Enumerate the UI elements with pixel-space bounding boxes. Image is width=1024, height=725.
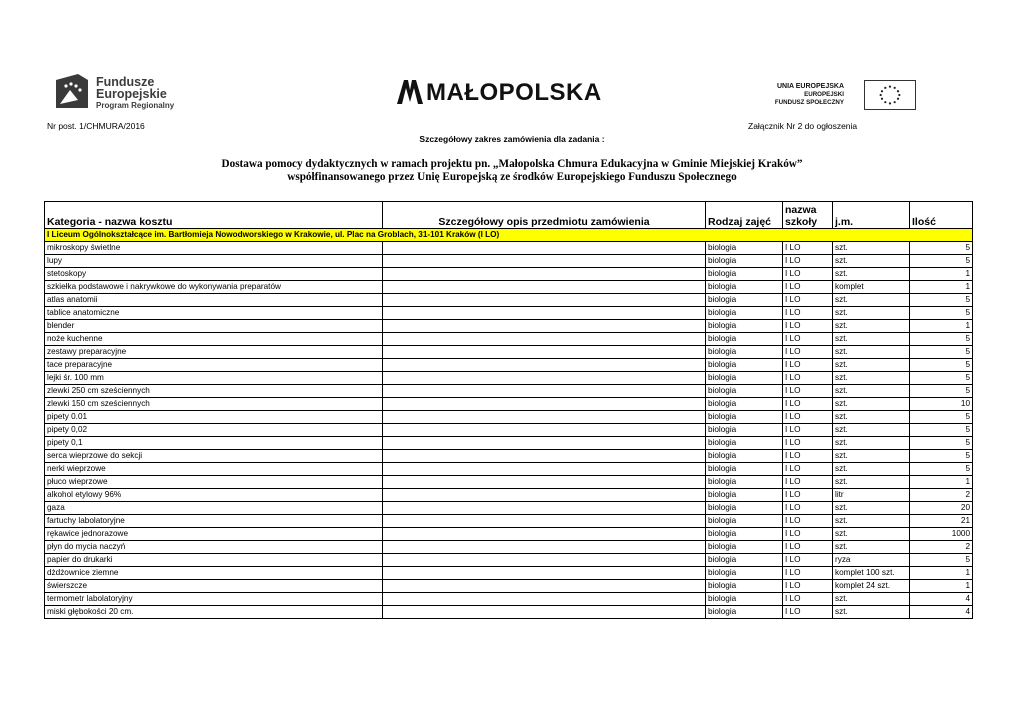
cell-unit: szt. <box>833 450 910 463</box>
cell-description <box>383 255 706 268</box>
cell-school: I LO <box>783 476 833 489</box>
table-row <box>45 359 973 372</box>
cell-school: I LO <box>783 541 833 554</box>
cell-unit: ryza <box>833 554 910 567</box>
eu-flag-icon <box>864 80 916 110</box>
zalacznik: Załącznik Nr 2 do ogłoszenia <box>748 121 858 131</box>
cell-name: atlas anatomii <box>45 294 383 307</box>
cell-unit: komplet 100 szt. <box>833 567 910 580</box>
cell-school: I LO <box>783 463 833 476</box>
table-row <box>45 463 973 476</box>
cell-description <box>383 580 706 593</box>
cell-quantity: 4 <box>910 593 973 606</box>
cell-unit: szt. <box>833 476 910 489</box>
cell-name: płyn do mycia naczyń <box>45 541 383 554</box>
cell-description <box>383 541 706 554</box>
cell-type: biologia <box>706 450 783 463</box>
table-row <box>45 242 973 255</box>
cell-quantity: 1 <box>910 580 973 593</box>
cell-school: I LO <box>783 268 833 281</box>
table-row <box>45 424 973 437</box>
col-header-unit: j.m. <box>833 202 910 229</box>
cell-name: tace preparacyjne <box>45 359 383 372</box>
cell-type: biologia <box>706 489 783 502</box>
school-row <box>45 229 973 242</box>
cell-quantity: 1 <box>910 476 973 489</box>
cell-description <box>383 463 706 476</box>
table-row <box>45 333 973 346</box>
cell-quantity: 5 <box>910 372 973 385</box>
cell-school: I LO <box>783 359 833 372</box>
cell-unit: szt. <box>833 307 910 320</box>
cell-description <box>383 346 706 359</box>
cell-school: I LO <box>783 450 833 463</box>
nr-post: Nr post. 1/CHMURA/2016 <box>47 121 145 131</box>
cell-name: serca wieprzowe do sekcji <box>45 450 383 463</box>
table-row <box>45 385 973 398</box>
cell-unit: szt. <box>833 294 910 307</box>
cell-school: I LO <box>783 554 833 567</box>
cell-type: biologia <box>706 242 783 255</box>
cell-description <box>383 437 706 450</box>
cell-type: biologia <box>706 502 783 515</box>
cell-type: biologia <box>706 333 783 346</box>
cell-unit: szt. <box>833 268 910 281</box>
cell-description <box>383 528 706 541</box>
cell-unit: szt. <box>833 333 910 346</box>
cell-name: zlewki 250 cm sześciennych <box>45 385 383 398</box>
table-row <box>45 489 973 502</box>
cell-quantity: 20 <box>910 502 973 515</box>
cell-unit: szt. <box>833 437 910 450</box>
table-row <box>45 437 973 450</box>
cell-type: biologia <box>706 294 783 307</box>
cell-name: pipety 0,1 <box>45 437 383 450</box>
cell-name: miski głębokości 20 cm. <box>45 606 383 619</box>
cell-description <box>383 281 706 294</box>
cell-quantity: 10 <box>910 398 973 411</box>
logo-malopolska-text: MAŁOPOLSKA <box>426 79 602 106</box>
cell-description <box>383 294 706 307</box>
cell-unit: szt. <box>833 398 910 411</box>
cell-name: dżdżownice ziemne <box>45 567 383 580</box>
cell-quantity: 5 <box>910 307 973 320</box>
cell-unit: szt. <box>833 515 910 528</box>
col-header-quantity: Ilość <box>910 202 973 229</box>
table-row <box>45 593 973 606</box>
cell-name: stetoskopy <box>45 268 383 281</box>
title-line2: współfinansowanego przez Unię Europejską ze środków Europejskiego Funduszu Społecznego <box>287 171 737 183</box>
cell-description <box>383 385 706 398</box>
title-line1: Dostawa pomocy dydaktycznych w ramach projektu pn. „Małopolska Chmura Edukacyjna w Gminie Miejskiej Kraków” <box>221 158 803 170</box>
cell-type: biologia <box>706 580 783 593</box>
cell-name: blender <box>45 320 383 333</box>
col-header-type: Rodzaj zajęć <box>706 202 783 229</box>
cell-description <box>383 333 706 346</box>
cell-unit: szt. <box>833 528 910 541</box>
table-row <box>45 372 973 385</box>
cell-school: I LO <box>783 255 833 268</box>
cell-quantity: 1 <box>910 268 973 281</box>
cell-type: biologia <box>706 398 783 411</box>
cell-type: biologia <box>706 593 783 606</box>
cell-name: noże kuchenne <box>45 333 383 346</box>
table-row <box>45 320 973 333</box>
cell-school: I LO <box>783 281 833 294</box>
cell-description <box>383 320 706 333</box>
table-row <box>45 398 973 411</box>
cell-name: gaza <box>45 502 383 515</box>
cell-name: papier do drukarki <box>45 554 383 567</box>
cell-unit: szt. <box>833 320 910 333</box>
table-header-row <box>45 202 973 229</box>
cell-unit: szt. <box>833 593 910 606</box>
cell-quantity: 5 <box>910 424 973 437</box>
cell-school: I LO <box>783 242 833 255</box>
logo-ue-line2: EUROPEJSKI <box>804 91 844 98</box>
cell-quantity: 5 <box>910 333 973 346</box>
table-row <box>45 294 973 307</box>
table-row <box>45 307 973 320</box>
cell-quantity: 2 <box>910 489 973 502</box>
cell-unit: szt. <box>833 606 910 619</box>
table-row <box>45 554 973 567</box>
cell-quantity: 5 <box>910 294 973 307</box>
cell-description <box>383 554 706 567</box>
cell-type: biologia <box>706 528 783 541</box>
cell-type: biologia <box>706 372 783 385</box>
cell-quantity: 5 <box>910 346 973 359</box>
cell-type: biologia <box>706 424 783 437</box>
document-title <box>0 158 1024 184</box>
cell-school: I LO <box>783 502 833 515</box>
cell-description <box>383 398 706 411</box>
table-row <box>45 411 973 424</box>
cell-name: płuco wieprzowe <box>45 476 383 489</box>
cell-name: termometr labolatoryjny <box>45 593 383 606</box>
cell-school: I LO <box>783 320 833 333</box>
logo-ue-line1: UNIA EUROPEJSKA <box>776 83 844 90</box>
cell-type: biologia <box>706 268 783 281</box>
cell-unit: szt. <box>833 255 910 268</box>
cell-school: I LO <box>783 528 833 541</box>
cell-type: biologia <box>706 411 783 424</box>
cell-description <box>383 593 706 606</box>
cell-name: szkiełka podstawowe i nakrywkowe do wykonywania preparatów <box>45 281 383 294</box>
subtitle: Szczegółowy zakres zamówienia dla zadania : <box>419 134 605 144</box>
cell-name: mikroskopy świetlne <box>45 242 383 255</box>
table-row <box>45 502 973 515</box>
table-row <box>45 476 973 489</box>
table-row <box>45 450 973 463</box>
cell-quantity: 5 <box>910 359 973 372</box>
cell-quantity: 5 <box>910 554 973 567</box>
cell-quantity: 2 <box>910 541 973 554</box>
table-row <box>45 268 973 281</box>
cell-school: I LO <box>783 437 833 450</box>
cell-name: fartuchy labolatoryjne <box>45 515 383 528</box>
fundusze-europejskie-logo-icon <box>56 74 88 108</box>
cell-name: zestawy preparacyjne <box>45 346 383 359</box>
col-header-school: nazwa szkoły <box>783 202 833 229</box>
cell-quantity: 4 <box>910 606 973 619</box>
cell-unit: szt. <box>833 411 910 424</box>
cell-quantity: 5 <box>910 463 973 476</box>
cell-school: I LO <box>783 424 833 437</box>
cell-school: I LO <box>783 372 833 385</box>
cell-type: biologia <box>706 606 783 619</box>
cell-type: biologia <box>706 281 783 294</box>
cell-description <box>383 411 706 424</box>
logo-fe-line3: Program Regionalny <box>96 101 175 110</box>
logo-fundusze-europejskie <box>56 74 206 112</box>
cell-description <box>383 606 706 619</box>
cell-type: biologia <box>706 515 783 528</box>
cell-description <box>383 502 706 515</box>
cell-unit: szt. <box>833 541 910 554</box>
cell-type: biologia <box>706 255 783 268</box>
cell-name: pipety 0.01 <box>45 411 383 424</box>
table-row <box>45 515 973 528</box>
cell-unit: szt. <box>833 502 910 515</box>
cell-quantity: 5 <box>910 385 973 398</box>
logo-fe-line1: Fundusze <box>96 75 155 89</box>
cell-type: biologia <box>706 385 783 398</box>
cell-name: pipety 0,02 <box>45 424 383 437</box>
cell-quantity: 1 <box>910 320 973 333</box>
cell-description <box>383 242 706 255</box>
cell-school: I LO <box>783 346 833 359</box>
school-name: I Liceum Ogólnokształcące im. Bartłomieja Nowodworskiego w Krakowie, ul. Plac na Groblach, 31-101 Kraków (I LO) <box>45 229 973 242</box>
logo-ue-line3: FUNDUSZ SPOŁECZNY <box>774 99 844 106</box>
cell-unit: komplet 24 szt. <box>833 580 910 593</box>
cell-description <box>383 450 706 463</box>
cell-description <box>383 372 706 385</box>
cell-name: rękawice jednorazowe <box>45 528 383 541</box>
table-row <box>45 580 973 593</box>
cell-unit: szt. <box>833 242 910 255</box>
cell-description <box>383 489 706 502</box>
cell-quantity: 21 <box>910 515 973 528</box>
cell-description <box>383 476 706 489</box>
cell-type: biologia <box>706 476 783 489</box>
cell-quantity: 5 <box>910 450 973 463</box>
cell-name: tablice anatomiczne <box>45 307 383 320</box>
cell-type: biologia <box>706 320 783 333</box>
cell-description <box>383 268 706 281</box>
cell-type: biologia <box>706 359 783 372</box>
cell-name: nerki wieprzowe <box>45 463 383 476</box>
cell-description <box>383 359 706 372</box>
cell-type: biologia <box>706 463 783 476</box>
cell-school: I LO <box>783 580 833 593</box>
col-header-category: Kategoria - nazwa kosztu <box>45 202 383 229</box>
cell-name: świerszcze <box>45 580 383 593</box>
logo-fe-line2: Europejskie <box>96 87 167 101</box>
cell-school: I LO <box>783 307 833 320</box>
cell-unit: szt. <box>833 372 910 385</box>
cell-school: I LO <box>783 593 833 606</box>
cell-quantity: 1 <box>910 567 973 580</box>
cell-unit: litr <box>833 489 910 502</box>
table-row <box>45 606 973 619</box>
cell-quantity: 1 <box>910 281 973 294</box>
cell-quantity: 1000 <box>910 528 973 541</box>
col-header-description: Szczegółowy opis przedmiotu zamówienia <box>383 202 706 229</box>
cell-type: biologia <box>706 554 783 567</box>
cell-name: alkohol etylowy 96% <box>45 489 383 502</box>
cell-type: biologia <box>706 541 783 554</box>
cell-name: lupy <box>45 255 383 268</box>
cell-unit: szt. <box>833 463 910 476</box>
cell-type: biologia <box>706 346 783 359</box>
logo-malopolska <box>396 78 602 106</box>
cell-school: I LO <box>783 398 833 411</box>
cell-name: lejki śr. 100 mm <box>45 372 383 385</box>
cell-school: I LO <box>783 567 833 580</box>
cell-school: I LO <box>783 294 833 307</box>
cell-description <box>383 307 706 320</box>
table-row <box>45 255 973 268</box>
cell-school: I LO <box>783 515 833 528</box>
cell-name: zlewki 150 cm sześciennych <box>45 398 383 411</box>
table-row <box>45 567 973 580</box>
cell-unit: szt. <box>833 424 910 437</box>
malopolska-logo-icon <box>396 78 424 106</box>
cell-type: biologia <box>706 307 783 320</box>
table-row <box>45 281 973 294</box>
cell-quantity: 5 <box>910 255 973 268</box>
cell-unit: szt. <box>833 359 910 372</box>
order-table <box>44 201 973 619</box>
cell-unit: komplet <box>833 281 910 294</box>
cell-school: I LO <box>783 385 833 398</box>
cell-quantity: 5 <box>910 411 973 424</box>
cell-description <box>383 424 706 437</box>
cell-school: I LO <box>783 411 833 424</box>
cell-unit: szt. <box>833 385 910 398</box>
cell-school: I LO <box>783 489 833 502</box>
cell-quantity: 5 <box>910 437 973 450</box>
cell-school: I LO <box>783 606 833 619</box>
cell-type: biologia <box>706 567 783 580</box>
table-row <box>45 346 973 359</box>
cell-unit: szt. <box>833 346 910 359</box>
cell-type: biologia <box>706 437 783 450</box>
cell-school: I LO <box>783 333 833 346</box>
table-row <box>45 528 973 541</box>
cell-quantity: 5 <box>910 242 973 255</box>
cell-description <box>383 567 706 580</box>
table-row <box>45 541 973 554</box>
logo-unia-europejska <box>756 80 918 110</box>
cell-description <box>383 515 706 528</box>
